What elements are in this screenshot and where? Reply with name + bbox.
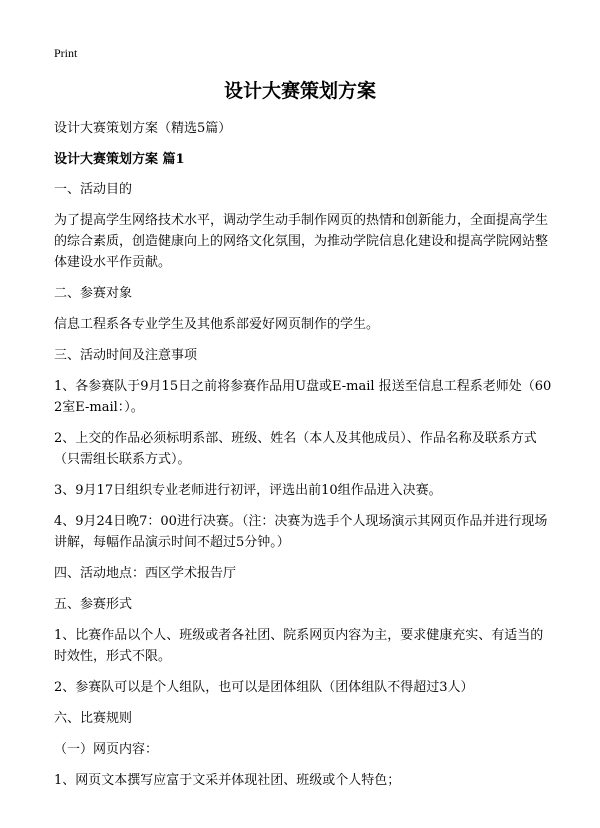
paragraph-participants: 信息工程系各专业学生及其他系部爱好网页制作的学生。 (54, 317, 380, 332)
paragraph-time-note-1: 1、各参赛队于9月15日之前将参赛作品用U盘或E-mail 报送至信息工程系老师处（602室E-mail：）。 (54, 379, 552, 415)
document-subtitle: 设计大赛策划方案（精选5篇） (54, 121, 232, 136)
document-body (54, 118, 554, 791)
paragraph-format-1: 1、比赛作品以个人、班级或者各社团、院系网页内容为主，要求健康充实、有适当的时效性，形式不限。 (54, 628, 544, 664)
paragraph-time-note-2: 2、上交的作品必须标明系部、班级、姓名（本人及其他成员）、作品名称及联系方式（只需组长联系方式）。 (54, 431, 537, 467)
document-title: 设计大赛策划方案 (223, 80, 376, 102)
heading-rules: 六、比赛规则 (54, 711, 133, 726)
heading-time-notes: 三、活动时间及注意事项 (54, 348, 198, 363)
heading-location: 四、活动地点：西区学术报告厅 (54, 566, 237, 581)
heading-participants: 二、参赛对象 (54, 286, 133, 301)
section-heading: 设计大赛策划方案 篇1 (54, 152, 185, 167)
subheading-web-content: （一）网页内容： (54, 742, 159, 757)
heading-format: 五、参赛形式 (54, 597, 133, 612)
paragraph-activity-purpose: 为了提高学生网络技术水平，调动学生动手制作网页的热情和创新能力，全面提高学生的综合素质，创造健康向上的网络文化氛围，为推动学院信息化建设和提高学院网站整体建设水平作贡献。 (54, 213, 549, 270)
heading-activity-purpose: 一、活动目的 (54, 182, 133, 197)
paragraph-time-note-4: 4、9月24日晚7：00进行决赛。（注：决赛为选手个人现场演示其网页作品并进行现场讲解，每幅作品演示时间不超过5分钟。） (54, 514, 548, 550)
paragraph-time-note-3: 3、9月17日组织专业老师进行初评，评选出前10组作品进入决赛。 (54, 483, 442, 498)
paragraph-format-2: 2、参赛队可以是个人组队，也可以是团体组队（团体组队不得超过3人） (54, 680, 474, 695)
print-label: Print (54, 46, 78, 60)
paragraph-web-content-1: 1、网页文本撰写应富于文采并体现社团、班级或个人特色； (54, 773, 401, 788)
